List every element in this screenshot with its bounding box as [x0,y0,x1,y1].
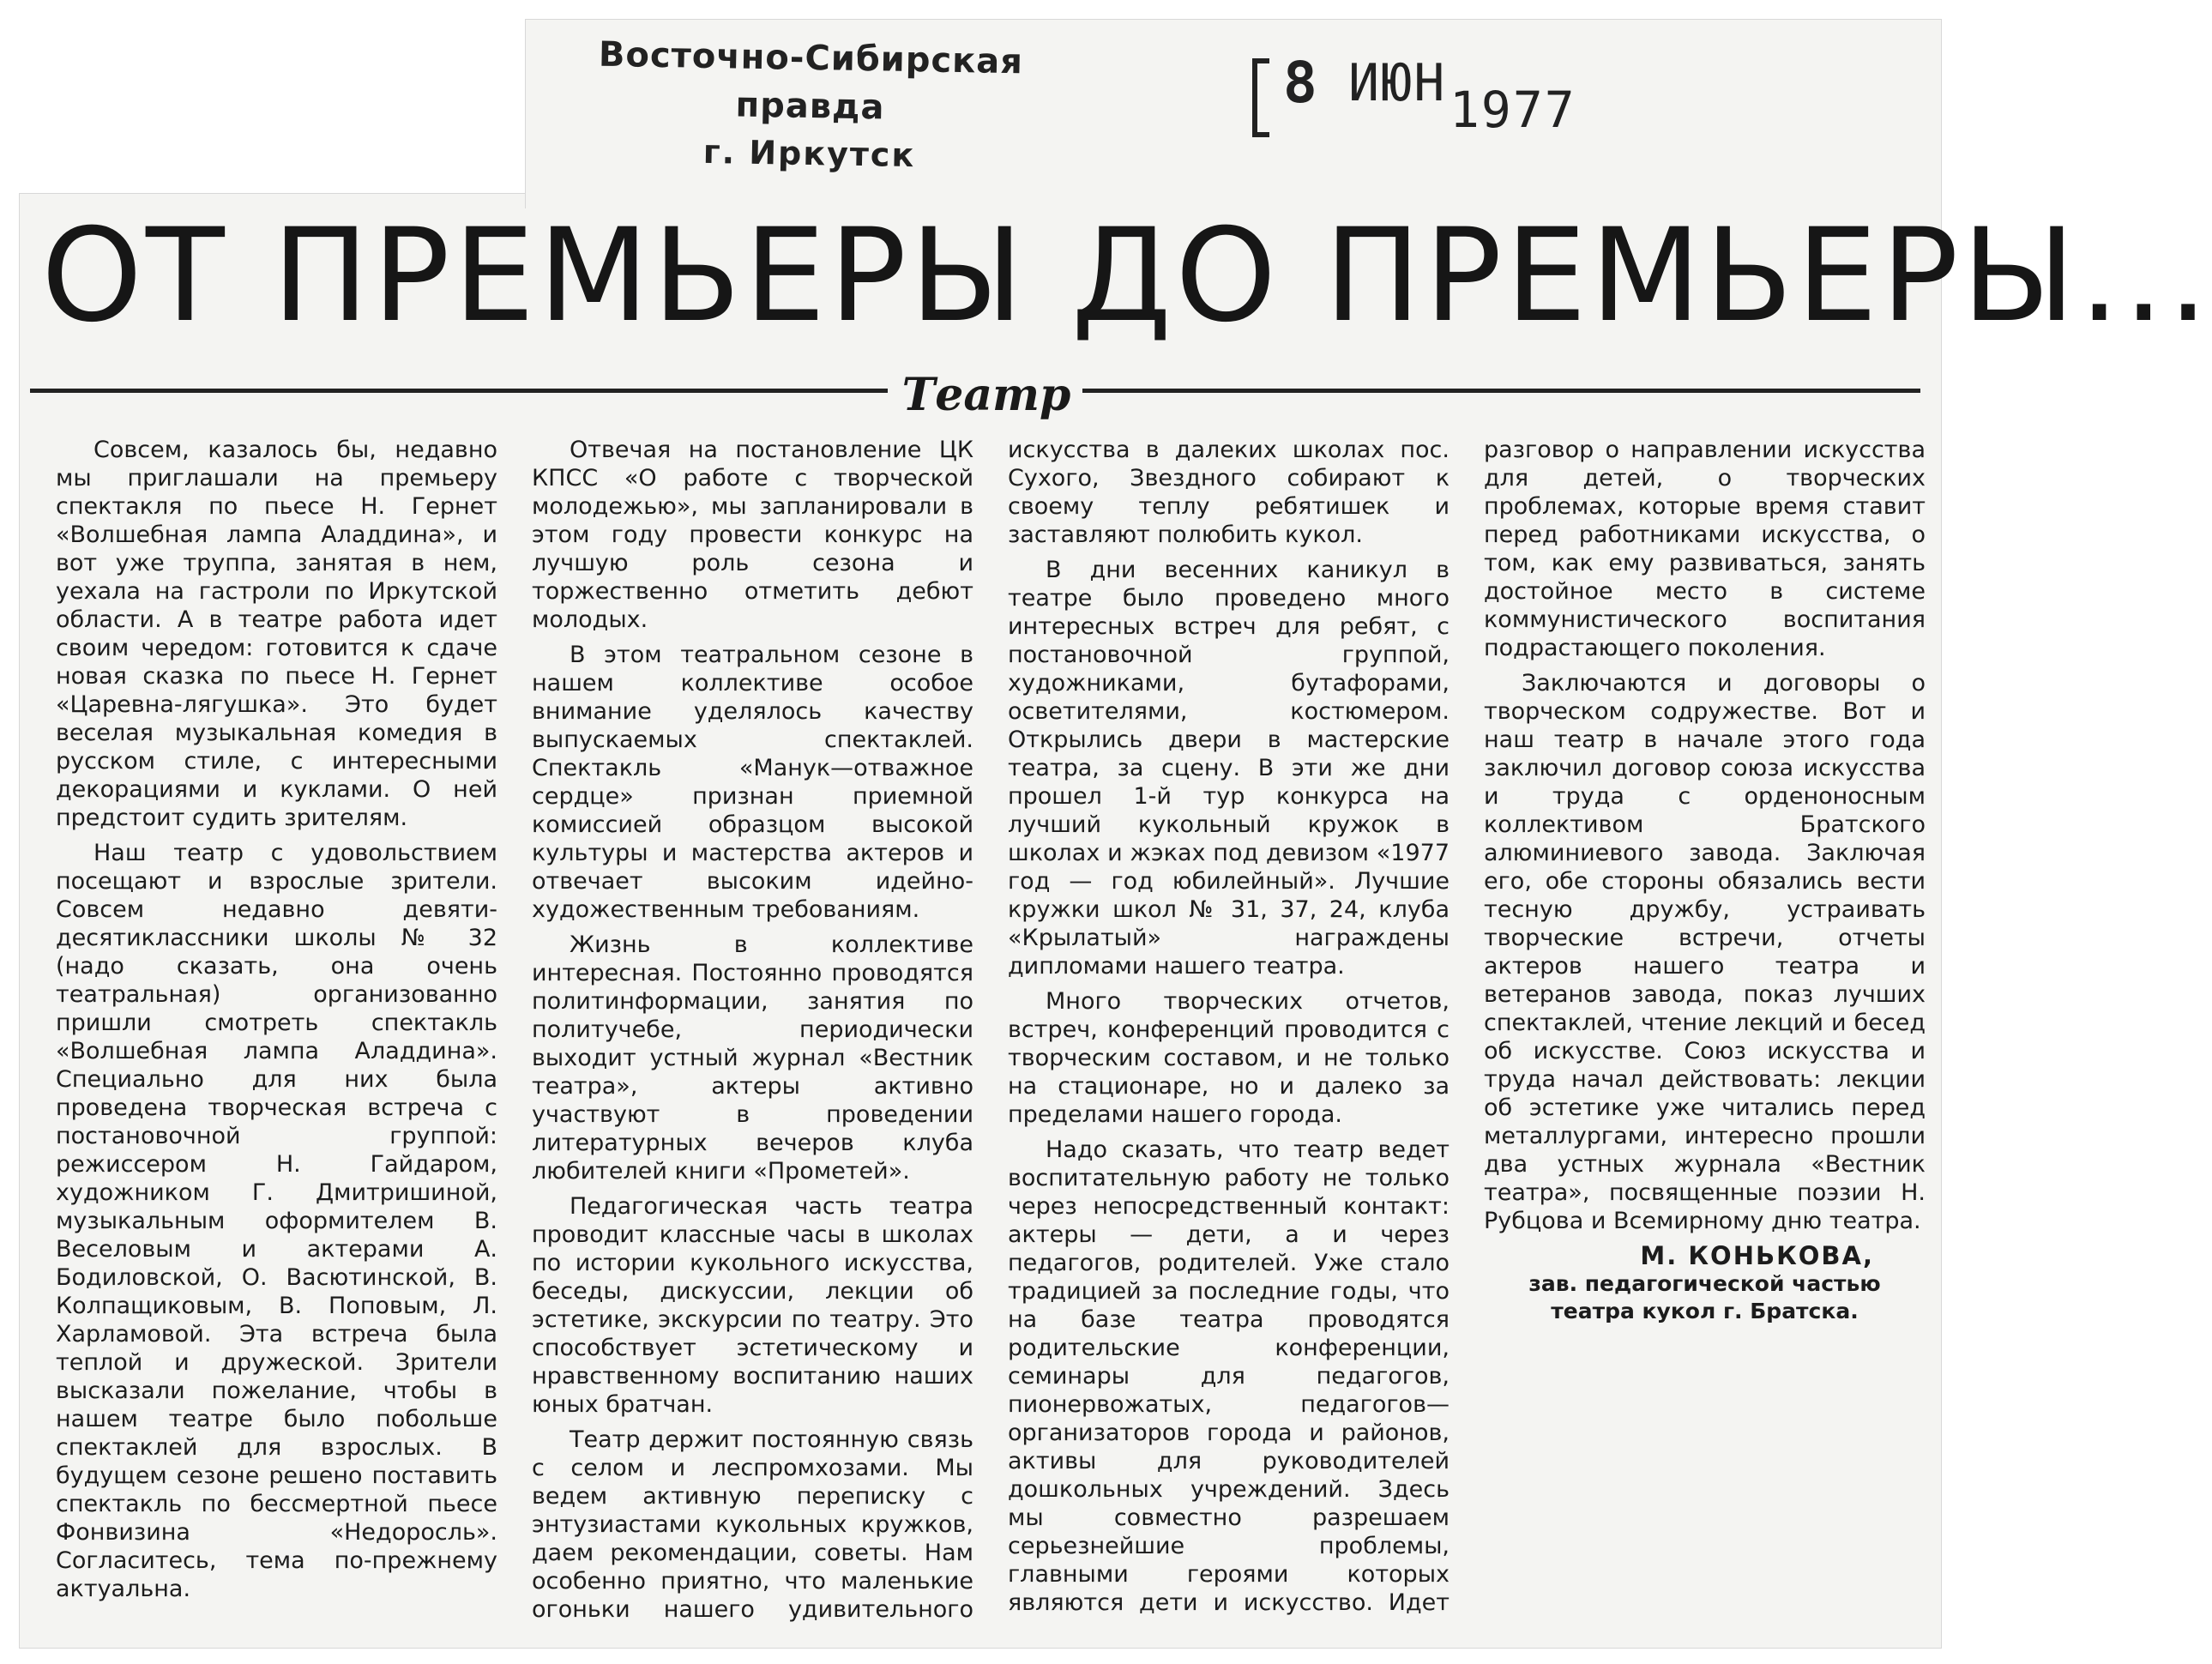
paragraph: Наш театр с удовольствием посещают и взрослые зрители. Совсем недавно девяти-десятиклассники школы № 32 (надо сказать, она очень театральная) организованно пришли смотреть спектакль «Волшебная лампа Аладдина». Специально для них была проведена творческая встреча с постановочной группой: режиссером Н. Гайдаром, художником Г. Дмитришиной, музыкальным оформителем В. Веселовым и актерами А. Бодиловской, О. Васютинской, В. Колпащиковым, В. Поповым, Л. Харламовой. Эта встреча была теплой и дружеской. Зрители высказали пожелание, чтобы в нашем театре было побольше спектаклей для взрослых. В будущем сезоне решено поставить спектакль по бессмертной пьесе Фонвизина «Недоросль». Согласитесь, тема по-прежнему актуальна. [56,840,497,1602]
paragraph: В дни весенних каникул в театре было проведено много интересных встреч для ребят, с постановочной группой, художниками, бутафорами, осветителями, костюмером. Открылись двери в мастерские театра, за сцену. В эти же дни прошел 1-й тур конкурса на лучший кукольный кружок в школах и жэках под девизом «1977 год — год юбилейный». Лучшие кружки школ № 31, 37, 24, клуба «Крылатый» награждены дипломами нашего театра. [1008,557,1450,980]
newspaper-city: г. Иркутск [702,132,916,175]
author-name: М. КОНЬКОВА, [1640,1241,1874,1270]
date-stamp [1252,50,1576,144]
author-signature [1484,1242,1926,1325]
paragraph: Жизнь в коллективе интересная. Постоянно проводятся политинформации, занятия по политучебе, периодически выходит устный журнал «Вестник театра», актеры активно участвуют в проведении литературных вечеров клуба любителей книги «Прометей». [532,931,973,1185]
date-month: ИЮН [1348,53,1447,113]
article-body [56,436,1926,1637]
date-day: 8 [1283,50,1317,116]
paragraph: Отвечая на постановление ЦК КПСС «О работе с творческой молодежью», мы запланировали в этом году провести конкурс на лучшую роль сезона и торжественно отметить дебют молодых. [532,437,973,633]
paragraph: Надо сказать, что театр ведет воспитательную работу не только через непосредственный контакт: актеры — дети, а и через педагогов, родителей. Уже стало традицией за последние годы, что на базе театра проводятся родительские конференции, семинары для педагогов, пионервожатых, педагогов—организаторов города и районов, активы для руководителей дошкольных учреждений. Здесь мы совместно разрешаем серьезнейшие проблемы, главными героями которых являются дети и искусство. Идет разговор о направлении искусства для детей, о творческих проблемах, которые время ставит перед работниками искусства, о том, как ему развиваться, занять достойное место в системе коммунистического воспитания подрастающего поколения. [1008,437,1926,1616]
newspaper-name: Восточно-Сибирская правда [598,34,1024,128]
paragraph: Театр держит постоянную связь с селом и леспромхозами. Мы ведем активную переписку с энтузиастами кукольных кружков, даем рекомендации, советы. Нам особенно приятно, что маленькие огоньки нашего удивительного искусства в далеких школах пос. Сухого, Звездного собирают к своему теплу ребятишек и заставляют полюбить кукол. [532,437,1450,1623]
rule-right [1082,389,1920,393]
paragraph: Совсем, казалось бы, недавно мы приглашали на премьеру спектакля по пьесе Н. Гернет «Волшебная лампа Аладдина», и вот уже труппа, занятая в нем, уехала на гастроли по Иркутской области. А в театре работа идет своим чередом: готовится к сдаче новая сказка по пьесе Н. Гернет «Царевна-лягушка». Это будет веселая музыкальная комедия в русском стиле, с интересными декорациями и куклами. О ней предстоит судить зрителям. [56,437,497,831]
paragraph: Заключаются и договоры о творческом содружестве. Вот и наш театр в начале этого года заключил договор союза искусства и труда с орденоносным коллективом Братского алюминиевого завода. Заключая его, обе стороны обязались вести тесную дружбу, устраивать творческие встречи, отчеты актеров нашего театра и ветеранов завода, показ лучших спектаклей, чтение лекций и бесед об искусстве. Союз искусства и труда начал действовать: лекции об эстетике уже читались перед металлургами, интересно прошли два устных журнала «Вестник театра», посвященные поэзии Н. Рубцова и Всемирному дню театра. [1484,670,1926,1234]
paragraph: Много творческих отчетов, встреч, конференций проводится с творческим составом, и не только на стационаре, но и далеко за пределами нашего города. [1008,988,1450,1128]
paragraph: Педагогическая часть театра проводит классные часы в школах по истории кукольного искусства, беседы, дискуссии, лекции об эстетике, экскурсии по театру. Это способствует эстетическому и нравственному воспитанию наших юных братчан. [532,1193,973,1418]
date-stamp-bracket [1252,58,1269,137]
author-role-line2: театра кукол г. Братска. [1551,1299,1859,1323]
rubric-label: Театр [901,369,1071,421]
rule-left [30,389,888,393]
date-year: 1977 [1450,81,1576,139]
newspaper-stamp [570,30,1052,175]
article-headline: ОТ ПРЕМЬЕРЫ ДО ПРЕМЬЕРЫ... [41,202,2212,351]
paragraph: В этом театральном сезоне в нашем коллективе особое внимание уделялось качеству выпускаемых спектаклей. Спектакль «Манук—отважное сердце» признан приемной комиссией образцом высокой культуры и мастерства актеров и отвечает высоким идейно-художественным требованиям. [532,642,973,923]
author-role-line1: зав. педагогической частью [1528,1271,1881,1296]
